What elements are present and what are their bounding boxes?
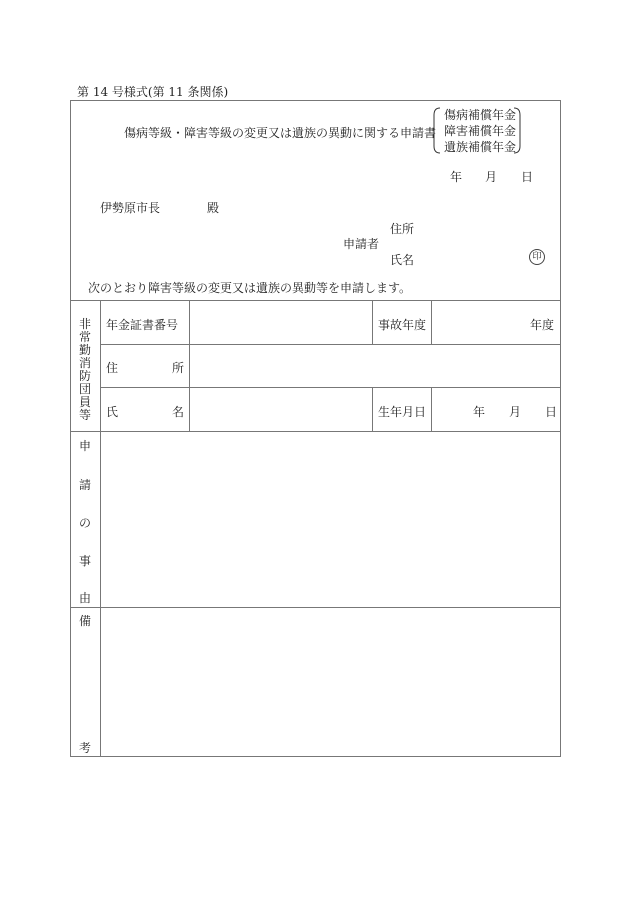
divider [189, 300, 190, 431]
remarks-label-2: 考 [79, 741, 92, 755]
birth-year-label: 年 [473, 405, 486, 419]
divider [372, 387, 373, 431]
address-label-right: 所 [172, 361, 185, 375]
divider [70, 607, 561, 608]
address-input[interactable] [191, 346, 559, 385]
pension-type-injury[interactable]: 傷病補償年金 [444, 108, 517, 122]
form-number: 第 14 号様式(第 11 条関係) [77, 85, 229, 99]
divider [70, 431, 561, 432]
accident-year-input[interactable]: 年度 [530, 318, 555, 332]
remarks-label-1: 備 [79, 614, 92, 628]
birth-day-label: 日 [545, 405, 558, 419]
applicant-address-label: 住所 [390, 222, 415, 236]
date-year-label: 年 [450, 170, 463, 184]
name-input[interactable] [191, 389, 370, 429]
date-day-label: 日 [521, 170, 534, 184]
date-month-label: 月 [485, 170, 498, 184]
address-label-left: 住 [106, 361, 119, 375]
accident-year-label: 事故年度 [378, 318, 427, 332]
name-label-right: 名 [172, 405, 185, 419]
reason-label-2: 請 [79, 478, 92, 492]
seal-icon: 印 [529, 249, 545, 265]
divider [100, 300, 101, 757]
honorific: 殿 [207, 201, 220, 215]
divider [431, 387, 432, 431]
pension-certificate-label: 年金証書番号 [106, 318, 179, 332]
pension-certificate-input[interactable] [191, 302, 370, 342]
applicant-label: 申請者 [343, 237, 380, 251]
name-label-left: 氏 [106, 405, 119, 419]
reason-label-1: 申 [79, 439, 92, 453]
birth-date-label: 生年月日 [378, 405, 427, 419]
applicant-name-label: 氏名 [390, 253, 415, 267]
birth-month-label: 月 [509, 405, 522, 419]
pension-type-disability[interactable]: 障害補償年金 [444, 124, 517, 138]
reason-label-5: 由 [79, 591, 92, 605]
pension-type-survivor[interactable]: 遺族補償年金 [444, 140, 517, 154]
reason-input[interactable] [102, 433, 559, 605]
divider [372, 300, 373, 344]
statement: 次のとおり障害等級の変更又は遺族の異動等を申請します。 [88, 281, 412, 295]
addressee: 伊勢原市長 [100, 201, 161, 215]
divider [431, 300, 432, 344]
reason-label-4: 事 [79, 554, 92, 568]
reason-label-3: の [79, 516, 92, 530]
divider [70, 300, 561, 301]
group-label: 非 常 勤 消 防 団 員 等 [78, 317, 91, 422]
divider [100, 344, 561, 345]
remarks-input[interactable] [102, 609, 559, 755]
form-title: 傷病等級・障害等級の変更又は遺族の異動に関する申請書 [124, 126, 437, 140]
divider [100, 387, 561, 388]
